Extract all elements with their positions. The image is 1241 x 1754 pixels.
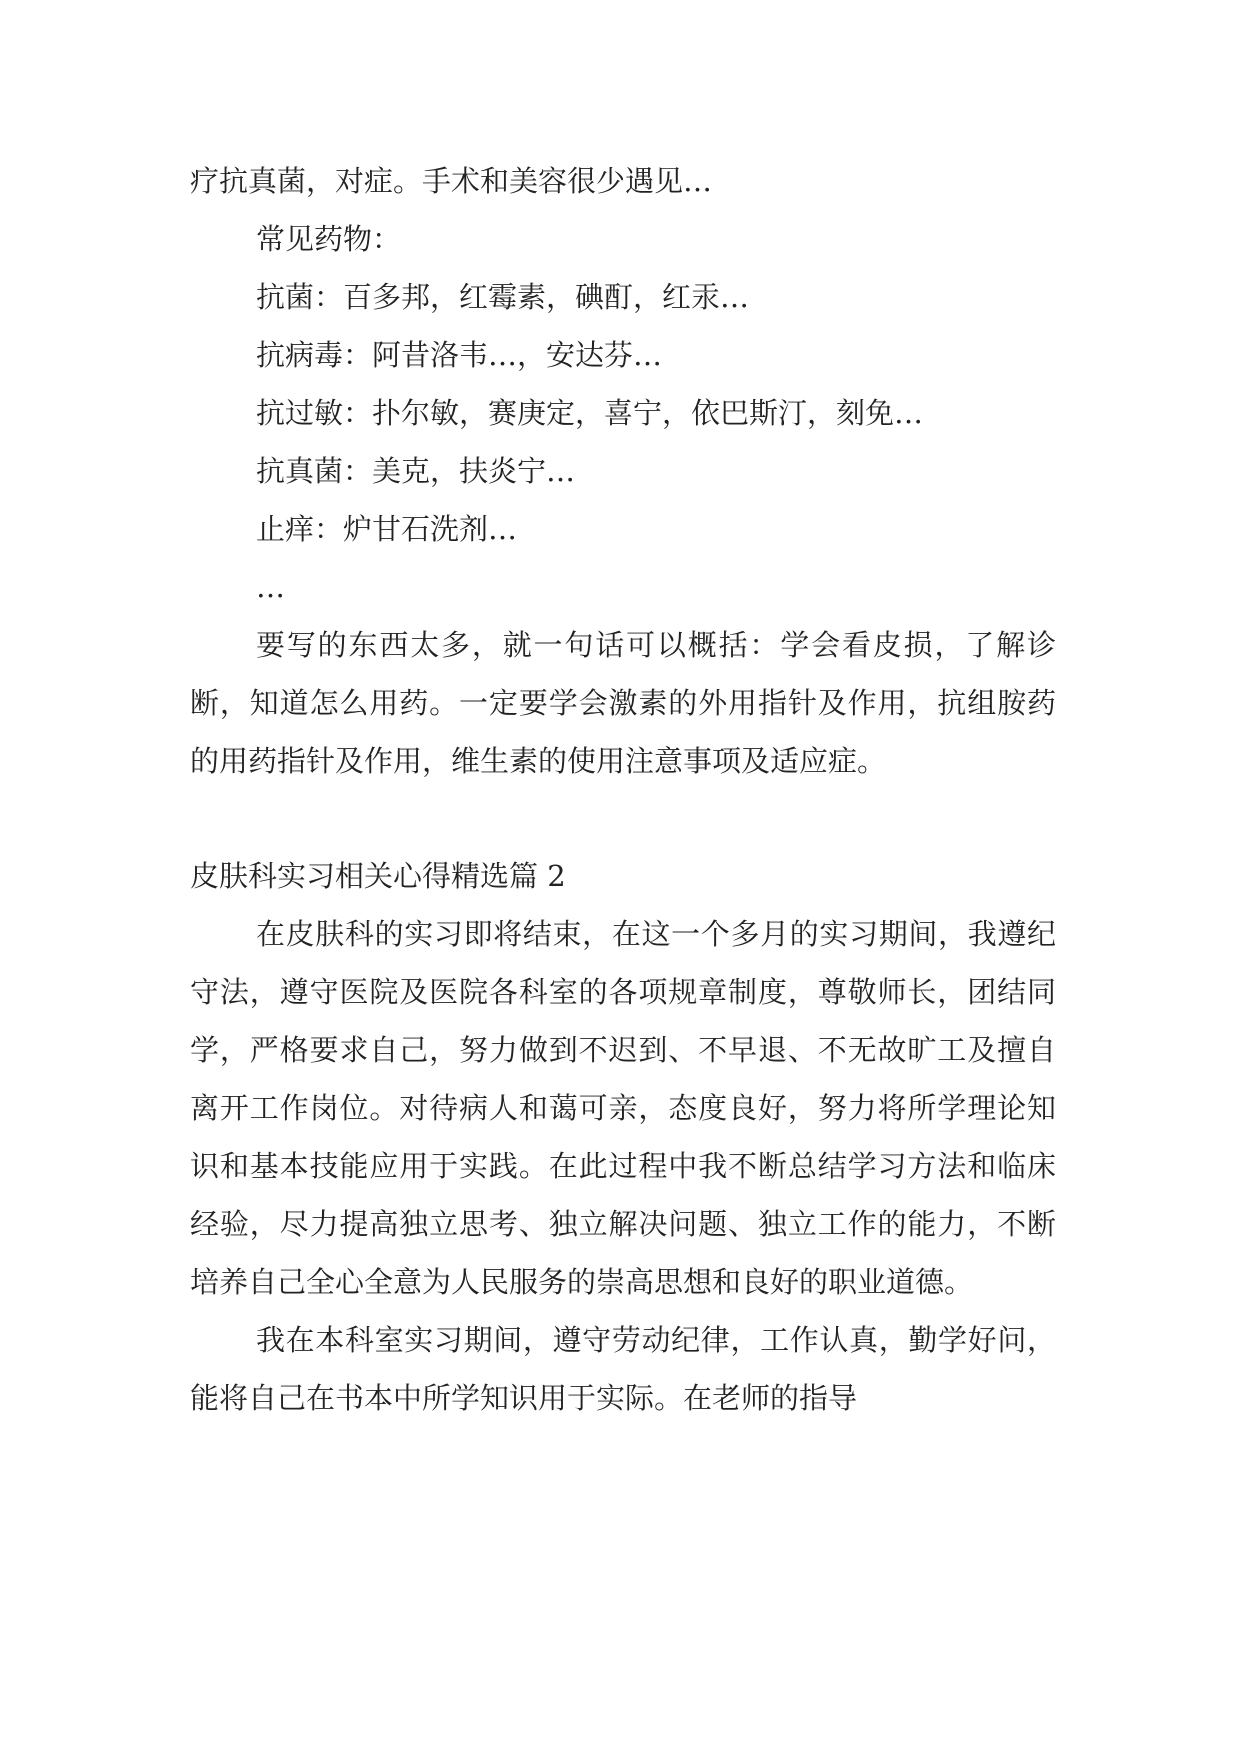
- section-paragraph-1: 在皮肤科的实习即将结束，在这一个多月的实习期间，我遵纪守法，遵守医院及医院各科室的各项规章制度，尊敬师长，团结同学，严格要求自己，努力做到不迟到、不早退、不无故旷工及擅自离开工作岗位。对待病人和蔼可亲，态度良好，努力将所学理论知识和基本技能应用于实践。在此过程中我不断总结学习方法和临床经验，尽力提高独立思考、独立解决问题、独立工作的能力，不断培养自己全心全意为人民服务的崇高思想和良好的职业道德。: [190, 917, 1056, 1299]
- drug-list-heading: 常见药物：: [256, 222, 402, 256]
- section-paragraph-2: 我在本科室实习期间，遵守劳动纪律，工作认真，勤学好问，能将自己在书本中所学知识用于实际。在老师的指导: [190, 1323, 1056, 1415]
- section-title: 皮肤科实习相关心得精选篇 2: [190, 859, 566, 893]
- ellipsis-line: …: [256, 570, 285, 604]
- drug-item-antibacterial: 抗菌：百多邦，红霉素，碘酊，红汞…: [256, 280, 750, 314]
- drug-item-antiviral: 抗病毒：阿昔洛韦…，安达芬…: [256, 338, 663, 372]
- document-body: [190, 152, 1056, 1427]
- drug-item-antifungal: 抗真菌：美克，扶炎宁…: [256, 454, 576, 488]
- drug-item-antipruritic: 止痒：炉甘石洗剂…: [256, 512, 518, 546]
- summary-paragraph: 要写的东西太多，就一句话可以概括：学会看皮损，了解诊断，知道怎么用药。一定要学会激素的外用指针及作用，抗组胺药的用药指针及作用，维生素的使用注意事项及适应症。: [190, 628, 1056, 778]
- lead-line: 疗抗真菌，对症。手术和美容很少遇见…: [190, 164, 713, 198]
- drug-item-antiallergic: 抗过敏：扑尔敏，赛庚定，喜宁，依巴斯汀，刻免…: [256, 396, 924, 430]
